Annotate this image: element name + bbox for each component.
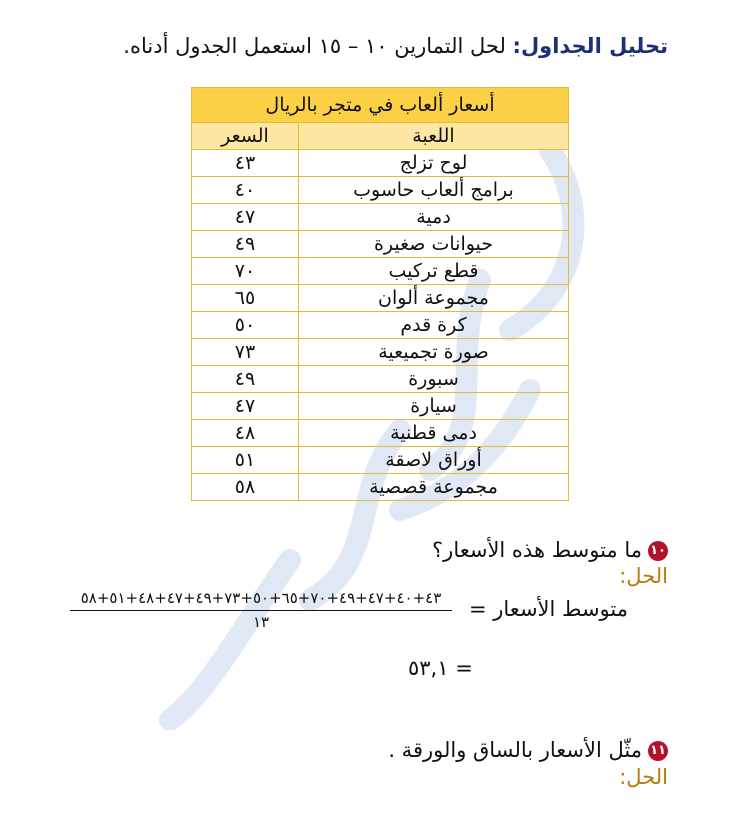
game-cell: دمى قطنية [299,420,569,447]
price-cell: ٤٣ [192,150,299,177]
table-row [192,393,569,420]
heading-text: لحل التمارين ١٠ – ١٥ استعمل الجدول أدناه. [123,34,513,58]
game-cell: أوراق لاصقة [299,447,569,474]
table-title: أسعار ألعاب في متجر بالريال [192,88,569,123]
game-cell: سبورة [299,366,569,393]
game-cell: حيوانات صغيرة [299,231,569,258]
price-cell: ٦٥ [192,285,299,312]
mean-result: = ٥٣,١ [408,656,473,680]
table-row [192,447,569,474]
table-row [192,177,569,204]
question-11 [388,738,668,762]
mean-fraction [70,588,452,631]
price-cell: ٧٠ [192,258,299,285]
game-cell: دمية [299,204,569,231]
question-10 [432,538,668,562]
table-row [192,231,569,258]
table-row [192,204,569,231]
table-row [192,420,569,447]
game-cell: كرة قدم [299,312,569,339]
question-10-solution-label: الحل: [619,564,668,588]
mean-equation-label: متوسط الأسعار = [469,597,628,621]
prices-table [191,87,569,501]
table-row [192,366,569,393]
column-header-game: اللعبة [299,123,569,150]
game-cell: صورة تجميعية [299,339,569,366]
table-body [192,150,569,501]
price-cell: ٤٩ [192,366,299,393]
question-11-solution-label: الحل: [619,765,668,789]
section-heading [123,34,668,58]
price-cell: ٧٣ [192,339,299,366]
question-11-text: مثّل الأسعار بالساق والورقة . [388,738,642,762]
question-10-badge: ١٠ [648,541,668,561]
price-cell: ٥١ [192,447,299,474]
table-row [192,312,569,339]
table-row [192,339,569,366]
question-10-text: ما متوسط هذه الأسعار؟ [432,538,642,562]
price-cell: ٤٩ [192,231,299,258]
fraction-bar [70,610,452,611]
game-cell: مجموعة ألوان [299,285,569,312]
table-row [192,150,569,177]
price-cell: ٥٨ [192,474,299,501]
price-cell: ٤٧ [192,204,299,231]
fraction-numerator: ٤٣+٤٠+٤٧+٤٩+٧٠+٦٥+٥٠+٧٣+٤٩+٤٧+٤٨+٥١+٥٨ [80,589,442,607]
column-header-price: السعر [192,123,299,150]
price-cell: ٤٨ [192,420,299,447]
heading-highlight: تحليل الجداول: [512,34,668,58]
table-row [192,258,569,285]
price-cell: ٤٧ [192,393,299,420]
table-row [192,285,569,312]
table-row [192,474,569,501]
game-cell: قطع تركيب [299,258,569,285]
game-cell: لوح تزلج [299,150,569,177]
game-cell: سيارة [299,393,569,420]
price-cell: ٥٠ [192,312,299,339]
game-cell: مجموعة قصصية [299,474,569,501]
game-cell: برامج ألعاب حاسوب [299,177,569,204]
fraction-denominator: ١٣ [252,613,270,631]
question-11-badge: ١١ [648,741,668,761]
price-cell: ٤٠ [192,177,299,204]
